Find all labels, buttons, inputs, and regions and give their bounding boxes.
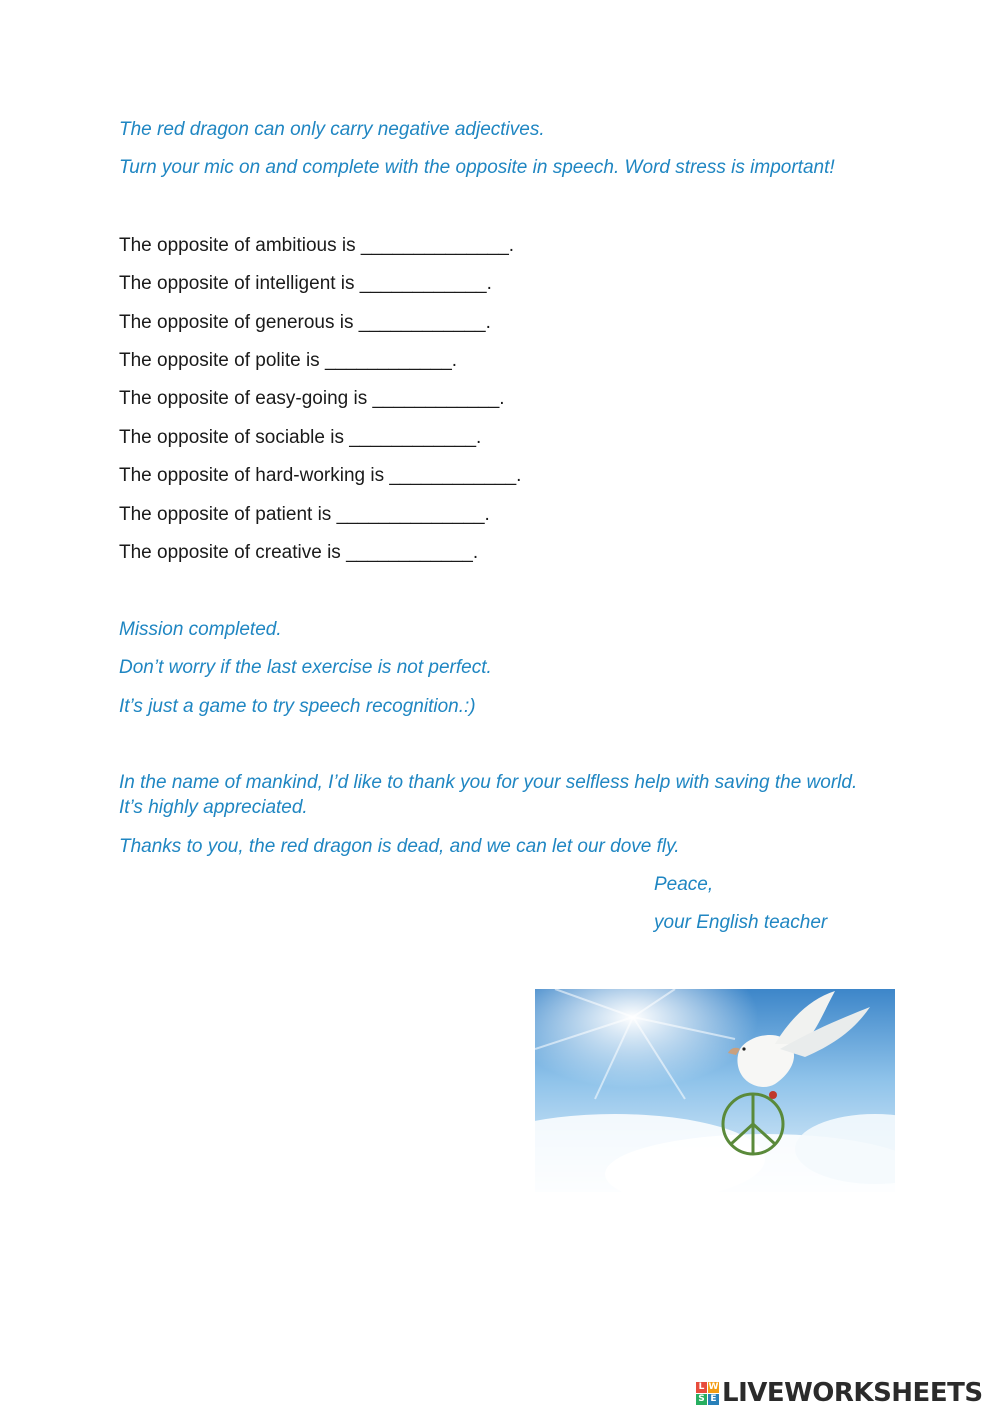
liveworksheets-branding	[696, 1378, 983, 1408]
exercise-item: The opposite of easy-going is ____________.	[119, 388, 505, 409]
thanks-paragraph-2: Thanks to you, the red dragon is dead, and we can let our dove fly.	[119, 836, 680, 857]
exercise-item: The opposite of hard-working is ____________.	[119, 465, 522, 486]
liveworksheets-logo-icon	[696, 1382, 719, 1405]
dove-peace-image	[535, 989, 895, 1192]
intro-line-2: Turn your mic on and complete with the opposite in speech. Word stress is important!	[119, 157, 835, 178]
exercise-item: The opposite of ambitious is ______________.	[119, 235, 515, 256]
mission-line-1: Mission completed.	[119, 619, 282, 640]
signature-teacher: your English teacher	[654, 912, 828, 933]
signature-peace: Peace,	[654, 874, 714, 895]
liveworksheets-wordmark: LIVEWORKSHEETS	[722, 1378, 983, 1408]
exercise-item: The opposite of intelligent is ____________.	[119, 273, 492, 294]
exercise-item: The opposite of creative is ____________.	[119, 542, 479, 563]
logo-letter: S	[696, 1394, 707, 1405]
exercise-item: The opposite of patient is ______________.	[119, 504, 490, 525]
exercise-item: The opposite of generous is ____________.	[119, 312, 491, 333]
logo-letter: E	[708, 1394, 719, 1405]
intro-line-1: The red dragon can only carry negative adjectives.	[119, 119, 545, 140]
logo-letter: L	[696, 1382, 707, 1393]
mission-line-3: It’s just a game to try speech recognition.:)	[119, 696, 476, 717]
exercise-item: The opposite of sociable is ____________.	[119, 427, 482, 448]
thanks-paragraph-1: In the name of mankind, I’d like to thank you for your selfless help with saving the world. It’s highly appreciated.	[119, 772, 858, 818]
mission-line-2: Don’t worry if the last exercise is not perfect.	[119, 657, 492, 678]
logo-letter: W	[708, 1381, 719, 1392]
exercise-item: The opposite of polite is ____________.	[119, 350, 458, 371]
